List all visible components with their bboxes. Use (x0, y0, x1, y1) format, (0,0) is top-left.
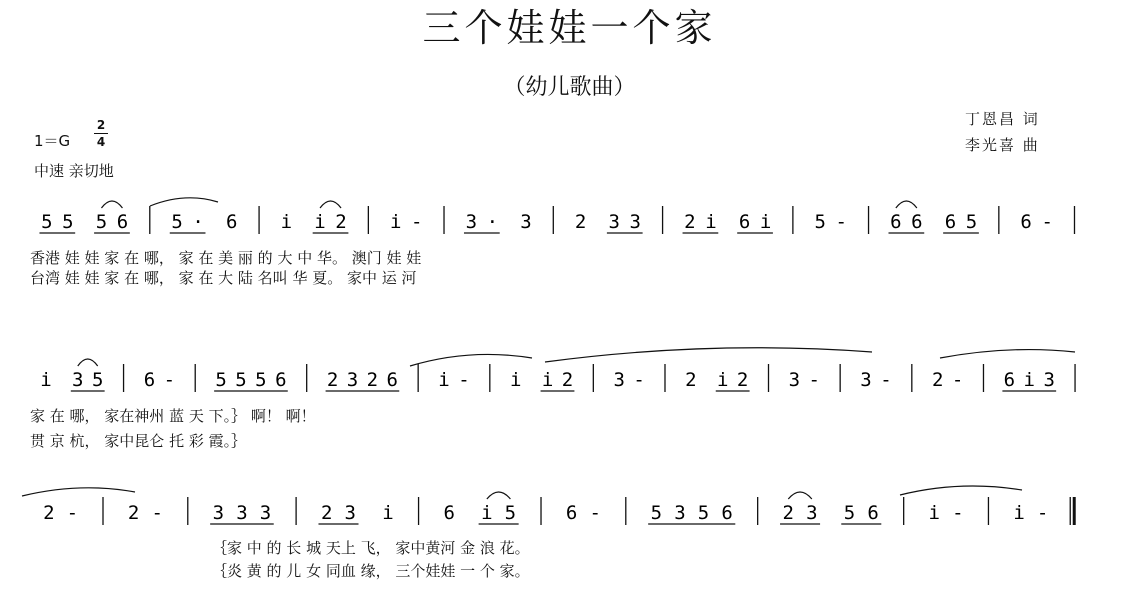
note: 2 (320, 502, 333, 524)
lyric-line-3-verse-2: ｛炎 黄 的 儿 女 同血 缘， 三个娃娃 一 个 家。 (212, 562, 530, 580)
note: - (835, 211, 847, 233)
note: 2 (43, 502, 55, 524)
note: i (509, 369, 522, 391)
note: 2 (684, 211, 696, 233)
note: 2 (736, 369, 749, 391)
note: i (40, 369, 52, 391)
note: 2 (127, 502, 140, 524)
note: 6 (867, 502, 879, 524)
note: 6 (911, 211, 923, 233)
note: i (280, 211, 293, 233)
note: 3 (1043, 369, 1055, 391)
time-signature-bottom: 4 (96, 135, 106, 149)
long-slur (900, 486, 1022, 495)
note: - (458, 369, 470, 391)
note: 6 (944, 211, 957, 233)
note: - (633, 369, 645, 391)
note: i (716, 369, 729, 391)
note: - (410, 211, 423, 233)
note: 2 (685, 369, 697, 391)
note: 6 (226, 211, 238, 233)
note: 3 (259, 502, 272, 524)
note: 3 (674, 502, 686, 524)
note: 6 (738, 211, 751, 233)
note: 2 (366, 369, 379, 391)
note: 3 (608, 211, 620, 233)
note: 5 (62, 211, 74, 233)
note: 3 (212, 502, 225, 524)
long-slur (22, 488, 135, 496)
note: 3 (613, 369, 625, 391)
note: i (382, 502, 394, 524)
note: 6 (275, 369, 287, 391)
note: - (880, 369, 892, 391)
note: 6 (443, 502, 455, 524)
note: i (1013, 502, 1025, 524)
slur (101, 201, 122, 208)
composer-credit: 李光喜 曲 (965, 136, 1040, 154)
tempo-marking: 中速 亲切地 (34, 162, 114, 180)
note: 5 (843, 502, 856, 524)
note: 6 (143, 369, 156, 391)
note: i (541, 369, 554, 391)
note: 6 (721, 502, 733, 524)
note: 3 (346, 369, 359, 391)
note: - (66, 502, 79, 524)
note: i (928, 502, 941, 524)
note: 5 (91, 369, 104, 391)
note: 3 (465, 211, 478, 233)
slur (896, 201, 917, 208)
note: 2 (335, 211, 347, 233)
note: 2 (782, 502, 795, 524)
note: 5 (95, 211, 108, 233)
note: i (314, 211, 326, 233)
slur (320, 201, 341, 208)
note: 3 (344, 502, 356, 524)
note: 3 (806, 502, 818, 524)
slur (487, 492, 511, 499)
note: 2 (561, 369, 574, 391)
note: 3 (788, 369, 801, 391)
note: - (952, 502, 964, 524)
note: i (705, 211, 717, 233)
note: 6 (565, 502, 578, 524)
note: i (1023, 369, 1035, 391)
note: 5 (235, 369, 247, 391)
note: 2 (931, 369, 944, 391)
note: i (438, 369, 450, 391)
note: i (481, 502, 493, 524)
note: 3 (520, 211, 532, 233)
note: 5 (215, 369, 227, 391)
long-slur (940, 350, 1075, 358)
note: · (192, 211, 204, 233)
note: 2 (326, 369, 339, 391)
note: 5 (255, 369, 267, 391)
song-subtitle: （幼儿歌曲） (503, 75, 636, 100)
note: 5 (504, 502, 517, 524)
time-signature-top: 2 (96, 118, 106, 132)
long-slur (150, 198, 218, 206)
note: 2 (574, 211, 587, 233)
note: 5 (171, 211, 183, 233)
note: - (151, 502, 163, 524)
note: i (389, 211, 402, 233)
note: 3 (236, 502, 248, 524)
lyricist-credit: 丁恩昌 词 (965, 110, 1040, 128)
note: 3 (72, 369, 84, 391)
note: - (1036, 502, 1049, 524)
note: 5 (650, 502, 663, 524)
note: 6 (1003, 369, 1016, 391)
long-slur (545, 348, 872, 362)
lyric-line-1-verse-2: 台湾 娃 娃 家 在 哪， 家 在 大 陆 名叫 华 夏。 家中 运 河 (30, 269, 417, 287)
lyric-line-2-verse-2: 贯 京 杭， 家中昆仑 托 彩 霞。｝ (30, 432, 247, 450)
note: 3 (860, 369, 872, 391)
lyric-line-3-verse-1: ｛家 中 的 长 城 天上 飞， 家中黄河 金 浪 花。 (212, 539, 530, 557)
note: - (163, 369, 176, 391)
note: 5 (697, 502, 710, 524)
note: 6 (890, 211, 902, 233)
note: i (759, 211, 772, 233)
note: 5 (965, 211, 978, 233)
note: 6 (386, 369, 399, 391)
note: 6 (116, 211, 129, 233)
note: - (1041, 211, 1053, 233)
slur (78, 359, 98, 366)
song-title: 三个娃娃一个家 (422, 6, 717, 50)
note: 3 (629, 211, 641, 233)
note: 5 (814, 211, 826, 233)
long-slur (410, 354, 532, 366)
key-signature: 1＝G (34, 132, 71, 150)
note: - (808, 369, 821, 391)
slur (788, 492, 812, 499)
note: - (951, 369, 964, 391)
note: 6 (1020, 211, 1032, 233)
note: 5 (41, 211, 53, 233)
lyric-line-1-verse-1: 香港 娃 娃 家 在 哪， 家 在 美 丽 的 大 中 华。 澳门 娃 娃 (30, 249, 422, 267)
note: · (486, 211, 499, 233)
lyric-line-2-verse-1: 家 在 哪， 家在神州 蓝 天 下。｝ 啊！ 啊！ (30, 407, 316, 425)
note: - (589, 502, 601, 524)
